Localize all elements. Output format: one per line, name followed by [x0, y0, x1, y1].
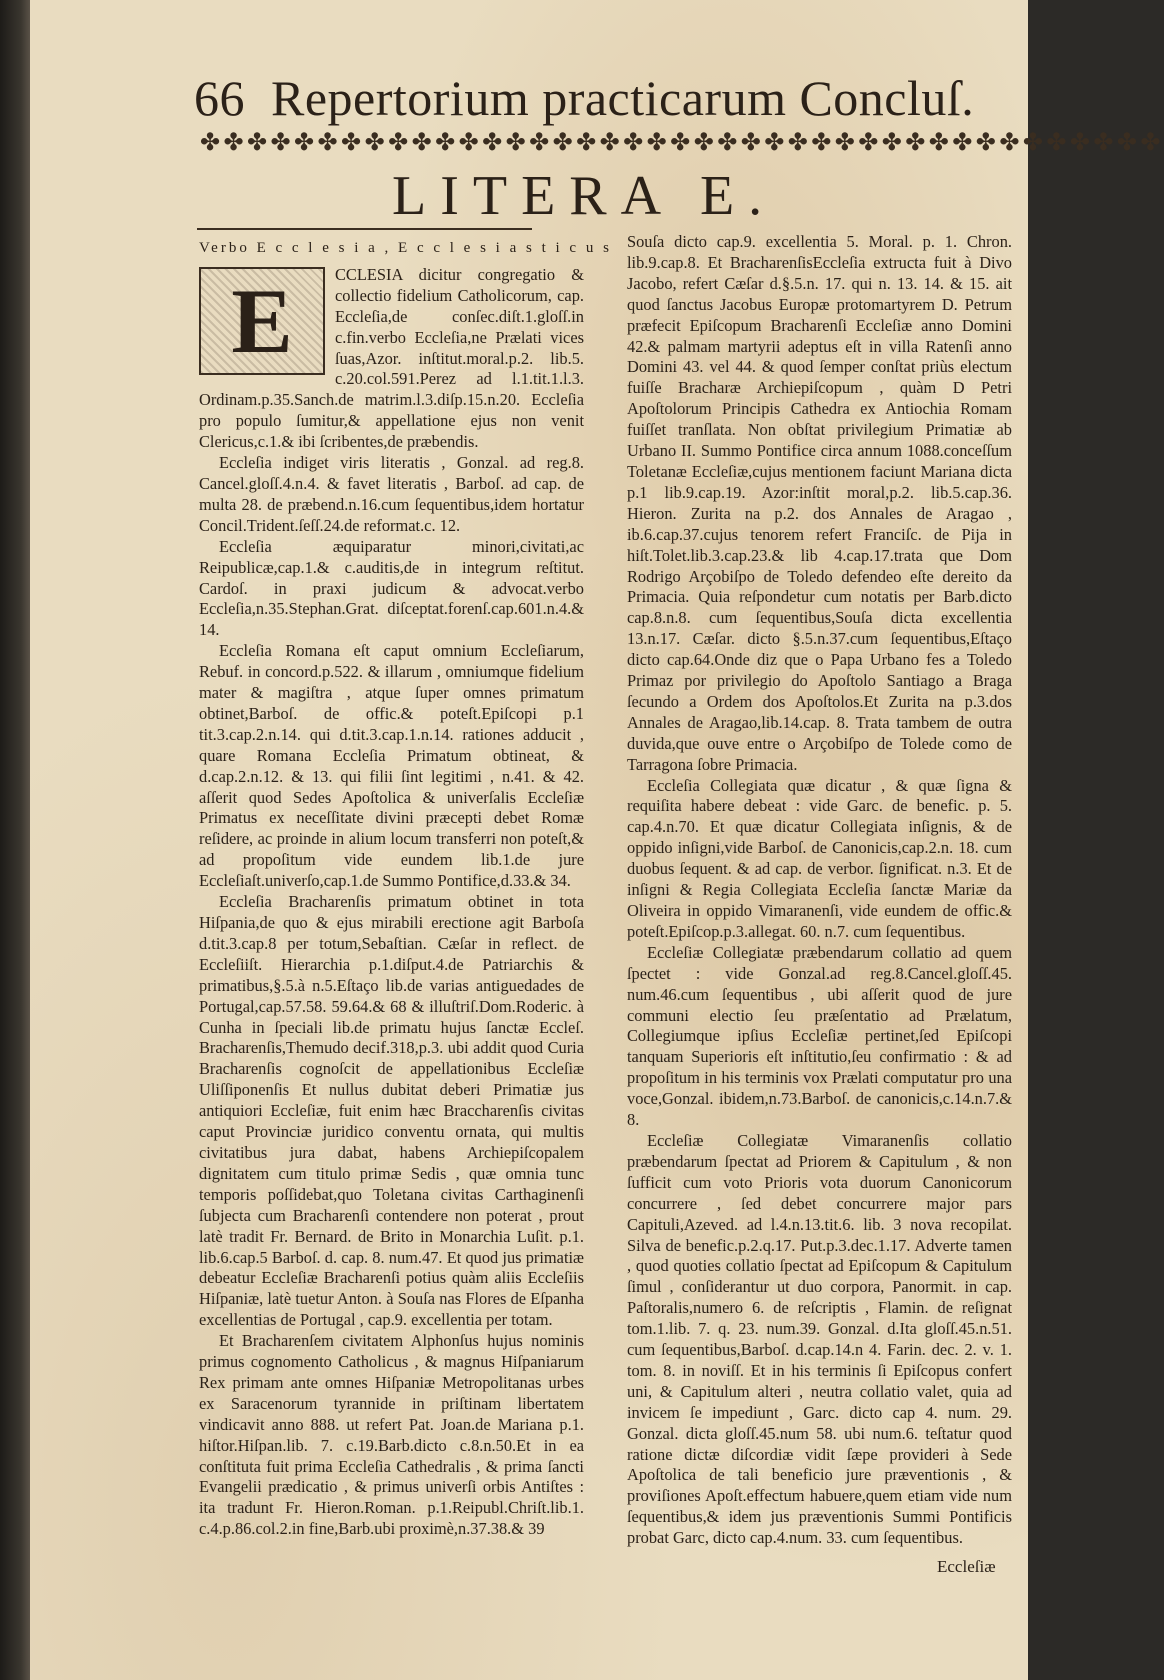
entry-heading: Verbo E c c l e s i a , E c c l e s i a s t i c u s	[199, 240, 612, 256]
running-title: Repertorium practicarum Concluſ.	[271, 70, 975, 126]
page-number: 66	[194, 70, 245, 126]
paragraph: Et Bracharenſem civitatem Alphonſus hujus nominis primus cognomento Catholicus , & magnus Hiſpaniarum Rex primam ante omnes Hiſpaniæ Metropolitanas urbes ex Saracenorum tyrannide in priſtinam libertatem vindicavit anno 888. ut refert Pat. Joan.de Mariana p.1. hiſtor.Hiſpan.lib. 7. c.19.Barb.dicto c.8.n.50.Et in ea conſtituta fuit prima Eccleſia Cathedralis , & prima ſancti Evangelii prædicatio , & primus univerſi orbis Antiſtes : ita tradunt Fr. Hieron.Roman. p.1.Reipubl.Chriſt.lib.1. c.4.p.86.col.2.in fine,Barb.ubi proximè,n.37.38.& 39	[199, 1331, 584, 1539]
paragraph: Eccleſiæ Collegiatæ Vimaranenſis collatio præbendarum ſpectat ad Priorem & Capitulum , & non ſufficit cum voto Prioris vota duorum Canonicorum concurrere , ſed debet concurrere major pars Capituli,Azeved. ad l.4.n.13.tit.6. lib. 3 nova recopilat. Silva de benefic.p.2.q.17. Put.p.3.dec.1.17. Adverte tamen , quod quoties collatio ſpectat ad Epiſcopum & Capitulum ſimul , conſiderantur ut duo corpora, Panormit. in cap. Paſtoralis,numero 6. de reſcriptis , Flamin. de reſignat tom.1.lib. 7. q. 23. num.39. Gonzal. d.Ita gloſſ.45.n.51. cum ſequentibus,Barboſ. d.cap.14.n 4. Farin. dec. 2. v. 1. tom. 8. in noviſſ. Et in his terminis ſi Epiſcopus confert uni, & Capitulum alteri , neutra collatio valet, quia ad invicem ſe impediunt , Garc. dicto cap 4. num. 29. Gonzal. dicta gloſſ.45.num 58. ubi num.6. teſtatur quod ratione dictæ diſcordiæ vidit ſæpe provideri à Sede Apoſtolica de tali beneficio jure præventionis , & proviſiones Apoſt.effectum habuere,quem etiam vide num ſequentibus,& idem jus præventionis Summi Pontificis probat Garc, dicto cap.4.num. 33. cum ſequentibus.	[627, 1130, 1012, 1548]
paragraph: Eccleſia indiget viris literatis , Gonzal. ad reg.8. Cancel.gloſſ.4.n.4. & favet literatis , Barboſ. ad cap. de multa 28. de præbend.n.16.cum ſequentibus,idem hortatur Concil.Trident.ſeſſ.24.de reformat.c. 12.	[199, 453, 584, 535]
page-content	[72, 0, 1164, 1680]
column-divider-rule	[197, 228, 532, 230]
section-title: LITERA E.	[392, 165, 777, 227]
right-column	[627, 232, 1012, 1549]
running-head	[194, 68, 974, 128]
ornament-border: ✤✤✤✤✤✤✤✤✤✤✤✤✤✤✤✤✤✤✤✤✤✤✤✤✤✤✤✤✤✤✤✤✤✤✤✤✤✤✤✤✤	[200, 130, 1164, 156]
initial-letter: E	[231, 269, 293, 372]
decorated-initial	[199, 267, 325, 375]
scan-edge-shadow	[0, 0, 30, 1680]
paragraph: Eccleſia Romana eſt caput omnium Eccleſiarum, Rebuf. in concord.p.522. & illarum , omniumque fidelium mater & magiſtra , atque ſuper omnes primatum obtinet,Barboſ. de offic.& poteſt.Epiſcopi p.1 tit.3.cap.2.n.14. qui d.tit.3.cap.1.n.14. rationes adducit , quare Romana Eccleſia Primatum obtineat, & d.cap.2.n.12. & 13. qui filii ſint legitimi , n.41. & 42. aſſerit quod Sedes Apoſtolica & univerſalis Eccleſiæ Primatus ex neceſſitate divini præcepti debet Romæ reſidere, ac proinde in alium locum transferri non poteſt,& ad propoſitum vide eundem lib.1.de jure Eccleſiaſt.univerſo,cap.1.de Summo Pontifice,d.33.& 34.	[199, 641, 584, 891]
book-page	[30, 0, 1164, 1680]
paragraph: Souſa dicto cap.9. excellentia 5. Moral. p. 1. Chron. lib.9.cap.8. Et BracharenſisEccleſia extructa fuit à Divo Jacobo, refert Cæſar d.§.5.n. 17. qui n. 13. 14. & 15. ait quod ſanctus Jacobus Europæ protomartyrem D. Petrum præfecit Epiſcopum Bracharenſi Eccleſiæ anno Domini 42.& palmam martyrii adeptus eſt in villa Ratenſi anno Domini 43. vel 44. & quod ſemper conſtat priùs electum fuiſſe Bracharæ Archiepiſcopum , quàm D Petri Apoſtolorum Principis Cathedra ex Antiochia Romam fuiſſet tranſlata. Non obſtat privilegium Primatiæ ab Urbano II. Summo Pontifice circa annum 1088.conceſſum Toletanæ Eccleſiæ,cujus mentionem faciunt Mariana dicta p.1 lib.9.cap.19. Azor:inſtit moral,p.2. lib.5.cap.36. Hieron. Zurita na p.2. dos Annales de Aragao , ib.6.cap.37.cujus tenorem refert Franciſc. de Pija in hiſt.Tolet.lib.3.cap.23.& lib 4.cap.17.trata que Dom Rodrigo Arçobiſpo de Toledo defendeo eſte dereito da Primacia. Quia reſpondetur cum notatis per Barb.dicto cap.8.n.8. cum ſequentibus,Souſa dicta excellentia 13.n.17. Cæſar. dicto §.5.n.37.cum ſequentibus,Eſtaço dicto cap.64.Onde diz que o Papa Urbano fes a Toledo Primaz por privilegio do Apoſtolo Santiago a Braga ſecundo a Ordem dos Apoſtolos.Et Zurita na p.3.dos Annales de Aragao,lib.14.cap. 8. Trata tambem de outra duvida,que ouve entre o Arçobiſpo de Tolede como de Tarragona ſobre Primacia.	[627, 232, 1012, 774]
left-column	[199, 234, 612, 1540]
paragraph: CCLESIA dicitur congregatio & collectio fidelium Catholicorum, cap. Eccleſia,de conſec.diſt.1.gloſſ.in c.fin.verbo Eccleſia,ne Prælati vices ſuas,Azor. inſtitut.moral.p.2. lib.5. c.20.col.591.Perez ad l.1.tit.1.l.3. Ordinam.p.35.Sanch.de matrim.l.3.diſp.15.n.20. Eccleſia pro populo ſumitur,& appellatione ejus non venit Clericus,c.1.& ibi ſcribentes,de præbendis.	[199, 264, 584, 452]
paragraph: Eccleſia Bracharenſis primatum obtinet in tota Hiſpania,de quo & ejus mirabili erectione agit Barboſa d.tit.3.cap.8 per totum,Sebaſtian. Cæſar in reflect. de Eccleſiiſt. Hierarchia p.1.diſput.4.de Patriarchis & primatibus,§.5.à n.5.Eſtaço lib.de varias antiguedades de Portugal,cap.57.58. 59.64.& 68 & illuſtriſ.Dom.Roderic. à Cunha in ſpeciali lib.de primatu hujus ſanctæ Eccleſ. Bracharenſis,Themudo decif.318,p.3. ubi addit quod Curia Bracharenſis cognoſcit de appellationibus Eccleſiæ Uliſſiponenſis Et nullus dubitat deberi Primatiæ jus antiquiori Eccleſiæ, fuit enim hæc Braccharenſis civitas caput Provinciæ juridico conventu ornata, qui multis civitatibus jura dabat, habens Archiepiſcopalem dignitatem cum titulo primæ Sedis , quæ omnia tunc temporis poſſidebat,quo Toletana civitas Carthaginenſi ſubjecta cum Bracharenſi contendere non poterat , prout latè tradit Fr. Bernard. de Brito in Monarchia Luſit. p.1. lib.6.cap.5 Barboſ. d. cap. 8. num.47. Et quod jus primatiæ debeatur Eccleſiæ Bracharenſi potius quàm aliis Eccleſiis Hiſpaniæ, latè tuetur Anton. à Souſa nas Flores de Eſpanha excellentias de Portugal , cap.9. excellentia per totam.	[199, 892, 584, 1330]
catchword: Eccleſiæ	[937, 1557, 996, 1576]
paragraph: Eccleſia Collegiata quæ dicatur , & quæ ſigna & requiſita habere debeat : vide Garc. de benefic. p. 5. cap.4.n.70. Et quæ dicatur Collegiata inſignis, & de oppido inſigni,vide Barboſ. de Canonicis,cap.2.n. 18. cum duobus ſequent. & ad cap. de verbor. ſignificat. n.3. Et de inſigni & Regia Collegiata Eccleſia ſanctæ Mariæ da Oliveira in oppido Vimaranenſi, vide eundem de offic.& poteſt.Epiſcop.p.3.allegat. 60. n.7. cum ſequentibus.	[627, 775, 1012, 941]
paragraph: Eccleſiæ Collegiatæ præbendarum collatio ad quem ſpectet : vide Gonzal.ad reg.8.Cancel.gloſſ.45. num.46.cum ſequentibus , ubi aſſerit quod de jure communi electio ſeu præſentatio ad Prælatum, Collegiumque ipſius Eccleſiæ pertinet,ſed Epiſcopi tanquam Superioris eſt inſtitutio,ſeu confirmatio : & ad propoſitum in his terminis vox Prælati computatur pro una voce,Gonzal. ibidem,n.73.Barboſ. de canonicis,c.14.n.7.& 8.	[627, 942, 1012, 1130]
paragraph: Eccleſia æquiparatur minori,civitati,ac Reipublicæ,cap.1.& c.auditis,de in integrum reſtitut. Cardoſ. in praxi judicum & advocat.verbo Eccleſia,n.35.Stephan.Grat. diſceptat.forenſ.cap.601.n.4.& 14.	[199, 536, 584, 640]
